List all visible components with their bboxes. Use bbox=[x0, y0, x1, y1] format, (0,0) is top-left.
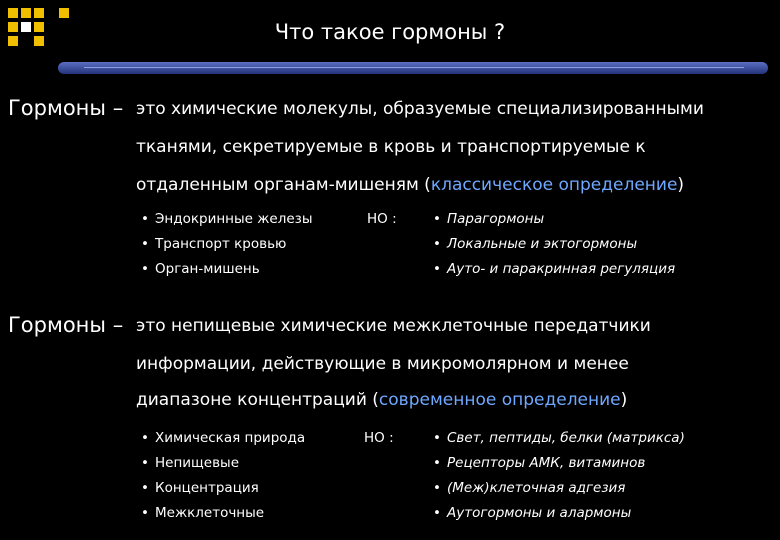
section2-line3: диапазоне концентраций (современное определение) bbox=[136, 390, 628, 410]
section1-line3: отдаленным органам-мишеням (классическое определение) bbox=[136, 175, 685, 195]
section2-line2: информации, действующие в микромолярном и менее bbox=[136, 354, 629, 374]
page-title: Что такое гормоны ? bbox=[274, 20, 506, 44]
list-item: • Рецепторы АМК, витаминов bbox=[433, 455, 646, 471]
list-item: • Химическая природа bbox=[141, 430, 306, 446]
section1-line1: это химические молекулы, образуемые специализированными bbox=[136, 99, 704, 119]
list-item: • Аутогормоны и алармоны bbox=[433, 505, 632, 521]
list-item: • Межклеточные bbox=[141, 505, 265, 521]
section2-term: Гормоны – bbox=[8, 313, 124, 337]
section2-line1: это непищевые химические межклеточные передатчики bbox=[136, 316, 651, 336]
list-item: • Парагормоны bbox=[433, 211, 545, 227]
no-label: НО : bbox=[364, 430, 394, 446]
section1-term: Гормоны – bbox=[8, 96, 124, 120]
list-item: • (Меж)клеточная адгезия bbox=[433, 480, 626, 496]
list-item: • Транспорт кровью bbox=[141, 236, 287, 252]
section1-line2: тканями, секретируемые в кровь и транспортируемые к bbox=[136, 137, 646, 157]
list-item: • Орган-мишень bbox=[141, 261, 260, 277]
list-item: • Ауто- и паракринная регуляция bbox=[433, 261, 676, 277]
list-item: • Непищевые bbox=[141, 455, 239, 471]
no-label: НО : bbox=[367, 211, 397, 227]
list-item: • Концентрация bbox=[141, 480, 259, 496]
list-item: • Эндокринные железы bbox=[141, 211, 313, 227]
list-item: • Свет, пептиды, белки (матрикса) bbox=[433, 430, 685, 446]
list-item: • Локальные и эктогормоны bbox=[433, 236, 638, 252]
title-underline-bar bbox=[58, 62, 768, 74]
